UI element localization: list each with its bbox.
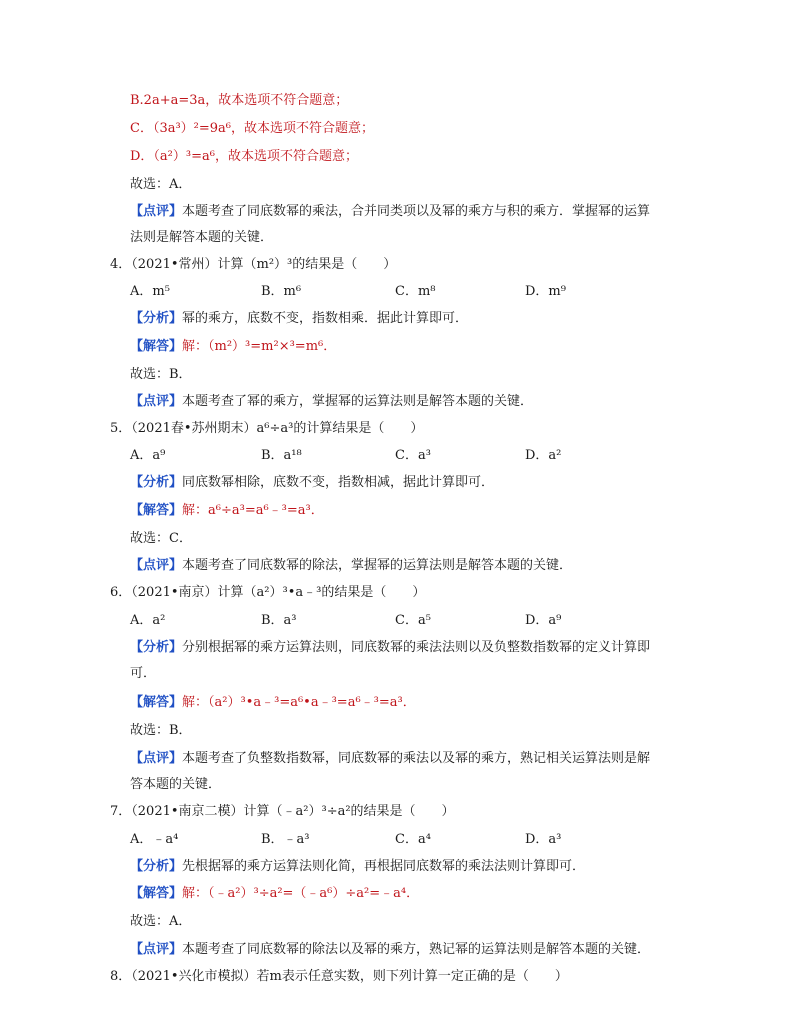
question-4-comment xyxy=(130,393,533,411)
question-6-option-d: D．a⁹ xyxy=(525,613,562,628)
answer-text: 解：（﹣a²）³÷a²=（﹣a⁶）÷a²=﹣a⁴． xyxy=(182,886,420,901)
prev-option-b-solution: B.2a+a=3a，故本选项不符合题意； xyxy=(130,93,349,108)
question-5-analysis xyxy=(130,474,494,492)
analysis-text: 幂的乘方，底数不变，指数相乘．据此计算即可． xyxy=(182,311,469,326)
question-6-comment xyxy=(130,750,650,768)
analysis-tag: 【分析】 xyxy=(130,859,183,874)
question-6-option-c: C．a⁵ xyxy=(395,613,431,628)
question-5-answer xyxy=(130,502,324,520)
question-6-stem: 6．（2021•南京）计算（a²）³•a﹣³的结果是（ ） xyxy=(110,585,426,600)
question-5-choice: 故选：C． xyxy=(130,531,192,546)
comment-text: 本题考查了幂的乘方，掌握幂的运算法则是解答本题的关键． xyxy=(182,394,534,409)
question-5-option-c: C．a³ xyxy=(395,448,431,463)
comment-text: 本题考查了负整数指数幂，同底数幂的乘法以及幂的乘方，熟记相关运算法则是解 xyxy=(182,751,651,766)
answer-tag: 【解答】 xyxy=(130,503,183,518)
question-4-stem: 4．（2021•常州）计算（m²）³的结果是（ ） xyxy=(110,257,397,272)
comment-tag: 【点评】 xyxy=(130,558,183,573)
analysis-text: 同底数幂相除，底数不变，指数相减，据此计算即可． xyxy=(182,475,495,490)
question-6-option-b: B．a³ xyxy=(261,613,297,628)
prev-option-d-solution: D．（a²）³=a⁶，故本选项不符合题意； xyxy=(130,149,358,164)
comment-tag: 【点评】 xyxy=(130,204,183,219)
question-6-answer xyxy=(130,694,416,712)
comment-text: 本题考查了同底数幂的除法以及幂的乘方，熟记幂的运算法则是解答本题的关键． xyxy=(182,942,651,957)
question-5-option-a: A．a⁹ xyxy=(130,448,166,463)
prev-comment-cont: 法则是解答本题的关键． xyxy=(130,230,274,245)
question-5-comment xyxy=(130,557,572,575)
question-4-option-d: D．m⁹ xyxy=(525,284,566,299)
prev-choice: 故选：A． xyxy=(130,177,192,192)
comment-tag: 【点评】 xyxy=(130,942,183,957)
analysis-tag: 【分析】 xyxy=(130,475,183,490)
answer-tag: 【解答】 xyxy=(130,886,183,901)
comment-tag: 【点评】 xyxy=(130,751,183,766)
question-7-comment xyxy=(130,941,650,959)
answer-tag: 【解答】 xyxy=(130,695,183,710)
answer-text: 解：a⁶÷a³=a⁶﹣³=a³． xyxy=(182,503,324,518)
comment-text: 本题考查了同底数幂的除法，掌握幂的运算法则是解答本题的关键． xyxy=(182,558,573,573)
analysis-tag: 【分析】 xyxy=(130,640,183,655)
question-7-option-a: A．﹣a⁴ xyxy=(130,832,179,847)
question-4-choice: 故选：B． xyxy=(130,367,192,382)
question-7-option-b: B．﹣a³ xyxy=(261,832,310,847)
question-6-analysis xyxy=(130,639,650,657)
question-7-answer xyxy=(130,885,419,903)
question-8-stem: 8．（2021•兴化市模拟）若m表示任意实数，则下列计算一定正确的是（ ） xyxy=(110,969,568,984)
answer-text: 解：（m²）³=m²×³=m⁶． xyxy=(182,339,337,354)
prev-comment xyxy=(130,203,650,221)
analysis-text: 分别根据幂的乘方运算法则，同底数幂的乘法法则以及负整数指数幂的定义计算即 xyxy=(182,640,651,655)
question-6-comment-cont: 答本题的关键． xyxy=(130,777,222,792)
prev-option-c-solution: C．（3a³）²=9a⁶，故本选项不符合题意； xyxy=(130,121,375,136)
question-5-option-d: D．a² xyxy=(525,448,562,463)
answer-tag: 【解答】 xyxy=(130,339,183,354)
question-7-stem: 7．（2021•南京二模）计算（﹣a²）³÷a²的结果是（ ） xyxy=(110,804,455,819)
question-4-analysis xyxy=(130,310,468,328)
question-4-option-c: C．m⁸ xyxy=(395,284,436,299)
question-6-analysis-cont: 可． xyxy=(130,666,157,681)
comment-tag: 【点评】 xyxy=(130,394,183,409)
question-4-answer xyxy=(130,338,336,356)
question-6-choice: 故选：B． xyxy=(130,723,192,738)
question-7-option-c: C．a⁴ xyxy=(395,832,431,847)
question-5-option-b: B．a¹⁸ xyxy=(261,448,302,463)
question-7-option-d: D．a³ xyxy=(525,832,562,847)
analysis-tag: 【分析】 xyxy=(130,311,183,326)
question-4-option-a: A．m⁵ xyxy=(130,284,170,299)
analysis-text: 先根据幂的乘方运算法则化简，再根据同底数幂的乘法法则计算即可． xyxy=(182,859,586,874)
question-6-option-a: A．a² xyxy=(130,613,166,628)
answer-text: 解：（a²）³•a﹣³=a⁶•a﹣³=a⁶﹣³=a³． xyxy=(182,695,416,710)
question-5-stem: 5．（2021春•苏州期末）a⁶÷a³的计算结果是（ ） xyxy=(110,421,424,436)
question-4-option-b: B．m⁶ xyxy=(261,284,302,299)
question-7-choice: 故选：A． xyxy=(130,914,192,929)
comment-text: 本题考查了同底数幂的乘法，合并同类项以及幂的乘方与积的乘方．掌握幂的运算 xyxy=(182,204,651,219)
question-7-analysis xyxy=(130,858,585,876)
